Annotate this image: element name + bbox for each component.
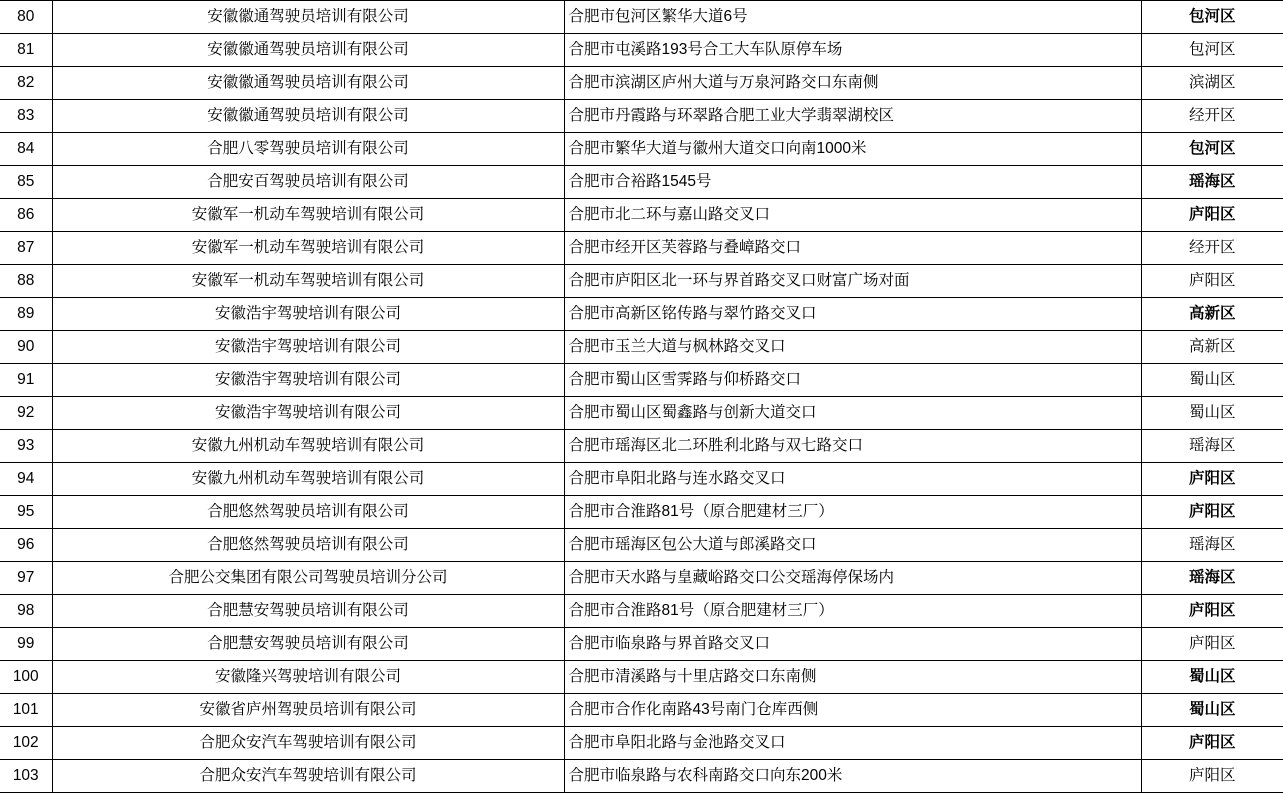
school-name-cell: 合肥安百驾驶员培训有限公司: [52, 166, 564, 199]
school-name-cell: 合肥慧安驾驶员培训有限公司: [52, 628, 564, 661]
table-row: [0, 529, 1283, 562]
address-cell: 合肥市瑶海区包公大道与郎溪路交口: [564, 529, 1141, 562]
district-cell: 庐阳区: [1141, 595, 1283, 628]
table-row: [0, 661, 1283, 694]
table-row: [0, 463, 1283, 496]
row-index-cell: 92: [0, 397, 52, 430]
district-cell: 瑶海区: [1141, 529, 1283, 562]
table-row: [0, 298, 1283, 331]
district-cell: 包河区: [1141, 133, 1283, 166]
row-index-cell: 103: [0, 760, 52, 793]
row-index-cell: 89: [0, 298, 52, 331]
district-cell: 经开区: [1141, 232, 1283, 265]
school-name-cell: 安徽九州机动车驾驶培训有限公司: [52, 463, 564, 496]
table-row: [0, 364, 1283, 397]
school-name-cell: 安徽军一机动车驾驶培训有限公司: [52, 265, 564, 298]
address-cell: 合肥市阜阳北路与金池路交叉口: [564, 727, 1141, 760]
row-index-cell: 94: [0, 463, 52, 496]
address-cell: 合肥市高新区铭传路与翠竹路交叉口: [564, 298, 1141, 331]
address-cell: 合肥市庐阳区北一环与界首路交叉口财富广场对面: [564, 265, 1141, 298]
address-cell: 合肥市包河区繁华大道6号: [564, 1, 1141, 34]
address-cell: 合肥市合淮路81号（原合肥建材三厂）: [564, 595, 1141, 628]
district-cell: 高新区: [1141, 331, 1283, 364]
district-cell: 庐阳区: [1141, 199, 1283, 232]
school-name-cell: 安徽军一机动车驾驶培训有限公司: [52, 199, 564, 232]
table-row: [0, 199, 1283, 232]
row-index-cell: 85: [0, 166, 52, 199]
school-name-cell: 合肥公交集团有限公司驾驶员培训分公司: [52, 562, 564, 595]
row-index-cell: 88: [0, 265, 52, 298]
table-row: [0, 133, 1283, 166]
table-row: [0, 397, 1283, 430]
row-index-cell: 81: [0, 34, 52, 67]
district-cell: 高新区: [1141, 298, 1283, 331]
table-row: [0, 496, 1283, 529]
school-name-cell: 安徽浩宇驾驶培训有限公司: [52, 397, 564, 430]
row-index-cell: 86: [0, 199, 52, 232]
school-name-cell: 安徽徽通驾驶员培训有限公司: [52, 1, 564, 34]
table-row: [0, 727, 1283, 760]
address-cell: 合肥市合作化南路43号南门仓库西侧: [564, 694, 1141, 727]
address-cell: 合肥市蜀山区雪霁路与仰桥路交口: [564, 364, 1141, 397]
district-cell: 包河区: [1141, 34, 1283, 67]
district-cell: 蜀山区: [1141, 397, 1283, 430]
district-cell: 瑶海区: [1141, 430, 1283, 463]
table-row: [0, 595, 1283, 628]
district-cell: 蜀山区: [1141, 661, 1283, 694]
row-index-cell: 83: [0, 100, 52, 133]
district-cell: 包河区: [1141, 1, 1283, 34]
school-name-cell: 合肥八零驾驶员培训有限公司: [52, 133, 564, 166]
school-name-cell: 安徽徽通驾驶员培训有限公司: [52, 100, 564, 133]
address-cell: 合肥市临泉路与农科南路交口向东200米: [564, 760, 1141, 793]
school-name-cell: 合肥众安汽车驾驶培训有限公司: [52, 727, 564, 760]
school-name-cell: 安徽浩宇驾驶培训有限公司: [52, 331, 564, 364]
table-row: [0, 430, 1283, 463]
row-index-cell: 87: [0, 232, 52, 265]
school-name-cell: 安徽九州机动车驾驶培训有限公司: [52, 430, 564, 463]
row-index-cell: 100: [0, 661, 52, 694]
school-name-cell: 合肥悠然驾驶员培训有限公司: [52, 529, 564, 562]
address-cell: 合肥市天水路与皇藏峪路交口公交瑶海停保场内: [564, 562, 1141, 595]
row-index-cell: 90: [0, 331, 52, 364]
district-cell: 蜀山区: [1141, 694, 1283, 727]
row-index-cell: 98: [0, 595, 52, 628]
row-index-cell: 101: [0, 694, 52, 727]
district-cell: 庐阳区: [1141, 628, 1283, 661]
row-index-cell: 82: [0, 67, 52, 100]
school-name-cell: 安徽浩宇驾驶培训有限公司: [52, 298, 564, 331]
table-row: [0, 232, 1283, 265]
address-cell: 合肥市清溪路与十里店路交口东南侧: [564, 661, 1141, 694]
address-cell: 合肥市临泉路与界首路交叉口: [564, 628, 1141, 661]
table-row: [0, 100, 1283, 133]
table-row: [0, 265, 1283, 298]
table-row: [0, 1, 1283, 34]
address-cell: 合肥市屯溪路193号合工大车队原停车场: [564, 34, 1141, 67]
school-name-cell: 合肥悠然驾驶员培训有限公司: [52, 496, 564, 529]
address-cell: 合肥市合裕路1545号: [564, 166, 1141, 199]
table-row: [0, 34, 1283, 67]
district-cell: 经开区: [1141, 100, 1283, 133]
district-cell: 瑶海区: [1141, 562, 1283, 595]
school-name-cell: 合肥众安汽车驾驶培训有限公司: [52, 760, 564, 793]
school-name-cell: 安徽徽通驾驶员培训有限公司: [52, 67, 564, 100]
school-name-cell: 安徽浩宇驾驶培训有限公司: [52, 364, 564, 397]
district-cell: 庐阳区: [1141, 463, 1283, 496]
district-cell: 瑶海区: [1141, 166, 1283, 199]
table-row: [0, 331, 1283, 364]
row-index-cell: 102: [0, 727, 52, 760]
table-row: [0, 694, 1283, 727]
table-row: [0, 166, 1283, 199]
table-row: [0, 562, 1283, 595]
row-index-cell: 99: [0, 628, 52, 661]
school-name-cell: 安徽军一机动车驾驶培训有限公司: [52, 232, 564, 265]
address-cell: 合肥市阜阳北路与连水路交叉口: [564, 463, 1141, 496]
district-cell: 滨湖区: [1141, 67, 1283, 100]
school-name-cell: 安徽省庐州驾驶员培训有限公司: [52, 694, 564, 727]
district-cell: 庐阳区: [1141, 496, 1283, 529]
address-cell: 合肥市瑶海区北二环胜利北路与双七路交口: [564, 430, 1141, 463]
district-cell: 庐阳区: [1141, 265, 1283, 298]
row-index-cell: 91: [0, 364, 52, 397]
district-cell: 庐阳区: [1141, 760, 1283, 793]
table-row: [0, 760, 1283, 793]
row-index-cell: 84: [0, 133, 52, 166]
district-cell: 蜀山区: [1141, 364, 1283, 397]
table-row: [0, 628, 1283, 661]
address-cell: 合肥市北二环与嘉山路交叉口: [564, 199, 1141, 232]
row-index-cell: 80: [0, 1, 52, 34]
address-cell: 合肥市合淮路81号（原合肥建材三厂）: [564, 496, 1141, 529]
row-index-cell: 97: [0, 562, 52, 595]
school-name-cell: 安徽徽通驾驶员培训有限公司: [52, 34, 564, 67]
address-cell: 合肥市玉兰大道与枫林路交叉口: [564, 331, 1141, 364]
address-cell: 合肥市滨湖区庐州大道与万泉河路交口东南侧: [564, 67, 1141, 100]
table-body: [0, 1, 1283, 793]
address-cell: 合肥市繁华大道与徽州大道交口向南1000米: [564, 133, 1141, 166]
address-cell: 合肥市经开区芙蓉路与叠嶂路交口: [564, 232, 1141, 265]
row-index-cell: 95: [0, 496, 52, 529]
school-name-cell: 安徽隆兴驾驶培训有限公司: [52, 661, 564, 694]
row-index-cell: 96: [0, 529, 52, 562]
address-cell: 合肥市蜀山区蜀鑫路与创新大道交口: [564, 397, 1141, 430]
address-cell: 合肥市丹霞路与环翠路合肥工业大学翡翠湖校区: [564, 100, 1141, 133]
table-row: [0, 67, 1283, 100]
district-cell: 庐阳区: [1141, 727, 1283, 760]
school-name-cell: 合肥慧安驾驶员培训有限公司: [52, 595, 564, 628]
row-index-cell: 93: [0, 430, 52, 463]
